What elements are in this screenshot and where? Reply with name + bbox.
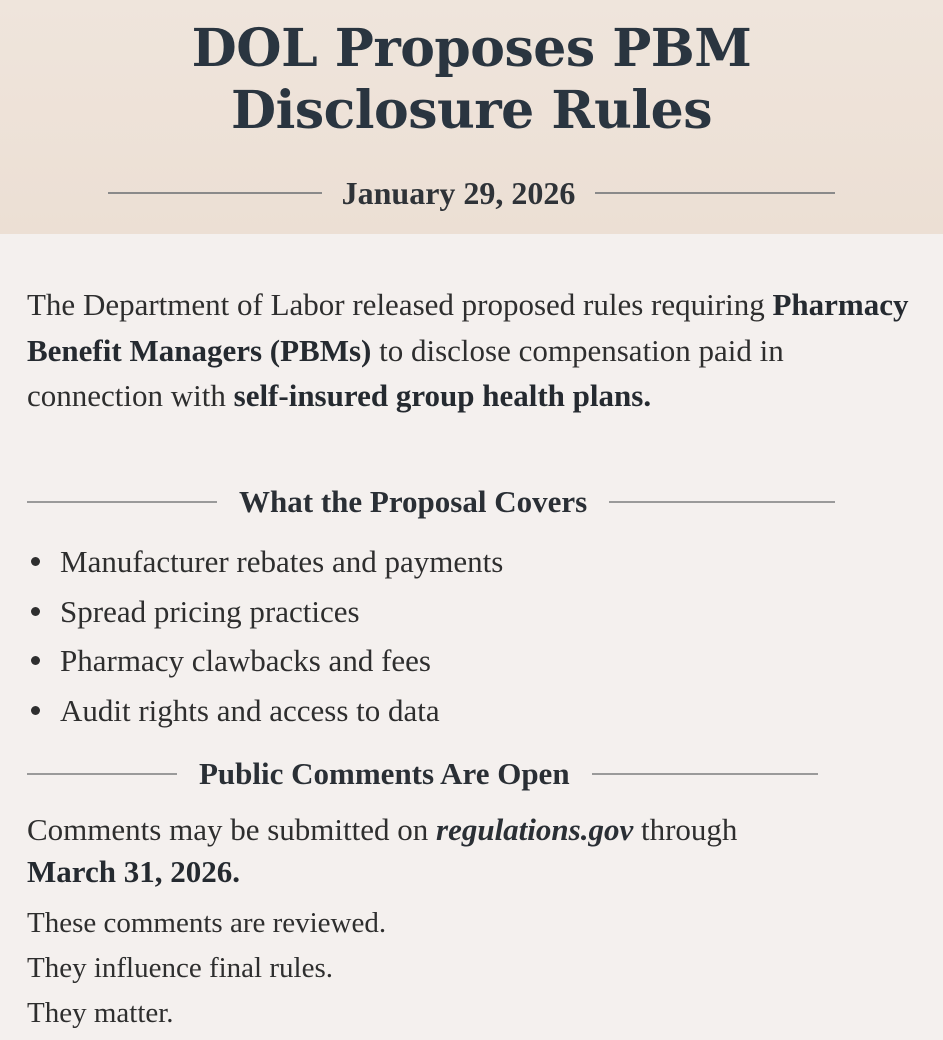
section-heading-covers [0,482,943,522]
intro-text-2: to disclose compensation paid in connection with [27,332,784,413]
section-title-comments: Public Comments Are Open [199,756,570,791]
header-banner [0,0,943,234]
page-title [0,18,943,142]
date-rule-left [108,192,322,194]
closing-lines [27,901,386,1036]
list-item-text: Pharmacy clawbacks and fees [60,643,431,678]
list-item-text: Manufacturer rebates and payments [60,544,504,579]
closing-line: They matter. [27,997,174,1029]
section-rule-left [27,501,217,503]
publish-date: January 29, 2026 [341,174,576,211]
section-rule-left [27,773,177,775]
list-item [27,636,503,686]
closing-line: These comments are reviewed. [27,907,387,939]
section-rule-right [592,773,818,775]
intro-text-1: The Department of Labor released proposed rules requiring [27,287,773,322]
comments-text-2: through [633,812,738,847]
closing-line: They influence final rules. [27,952,333,984]
date-row [0,168,943,218]
intro-bold-plans: self-insured group health plans. [233,378,652,413]
bullet-icon [31,557,40,566]
title-line-2: Disclosure Rules [230,80,713,141]
list-item [27,537,503,587]
regulations-link[interactable]: regulations.gov [436,812,634,847]
title-line-1: DOL Proposes PBM [191,18,752,79]
list-item-text: Audit rights and access to data [60,692,440,728]
intro-paragraph [27,282,917,419]
comments-deadline: March 31, 2026. [27,854,240,889]
list-item [27,587,503,637]
section-rule-right [609,501,835,503]
section-title-covers: What the Proposal Covers [239,484,588,519]
intro-bold-pbms: Pharmacy Benefit Managers (PBMs) [27,287,909,368]
date-rule-right [595,192,835,194]
list-item-text: Spread pricing practices [60,593,360,629]
comments-paragraph [27,809,927,893]
bullet-icon [31,706,40,715]
bullet-icon [31,656,40,665]
covers-list [27,537,503,735]
comments-text-1: Comments may be submitted on [27,812,436,847]
section-heading-comments [0,754,943,794]
bullet-icon [31,607,40,616]
list-item [27,686,503,736]
